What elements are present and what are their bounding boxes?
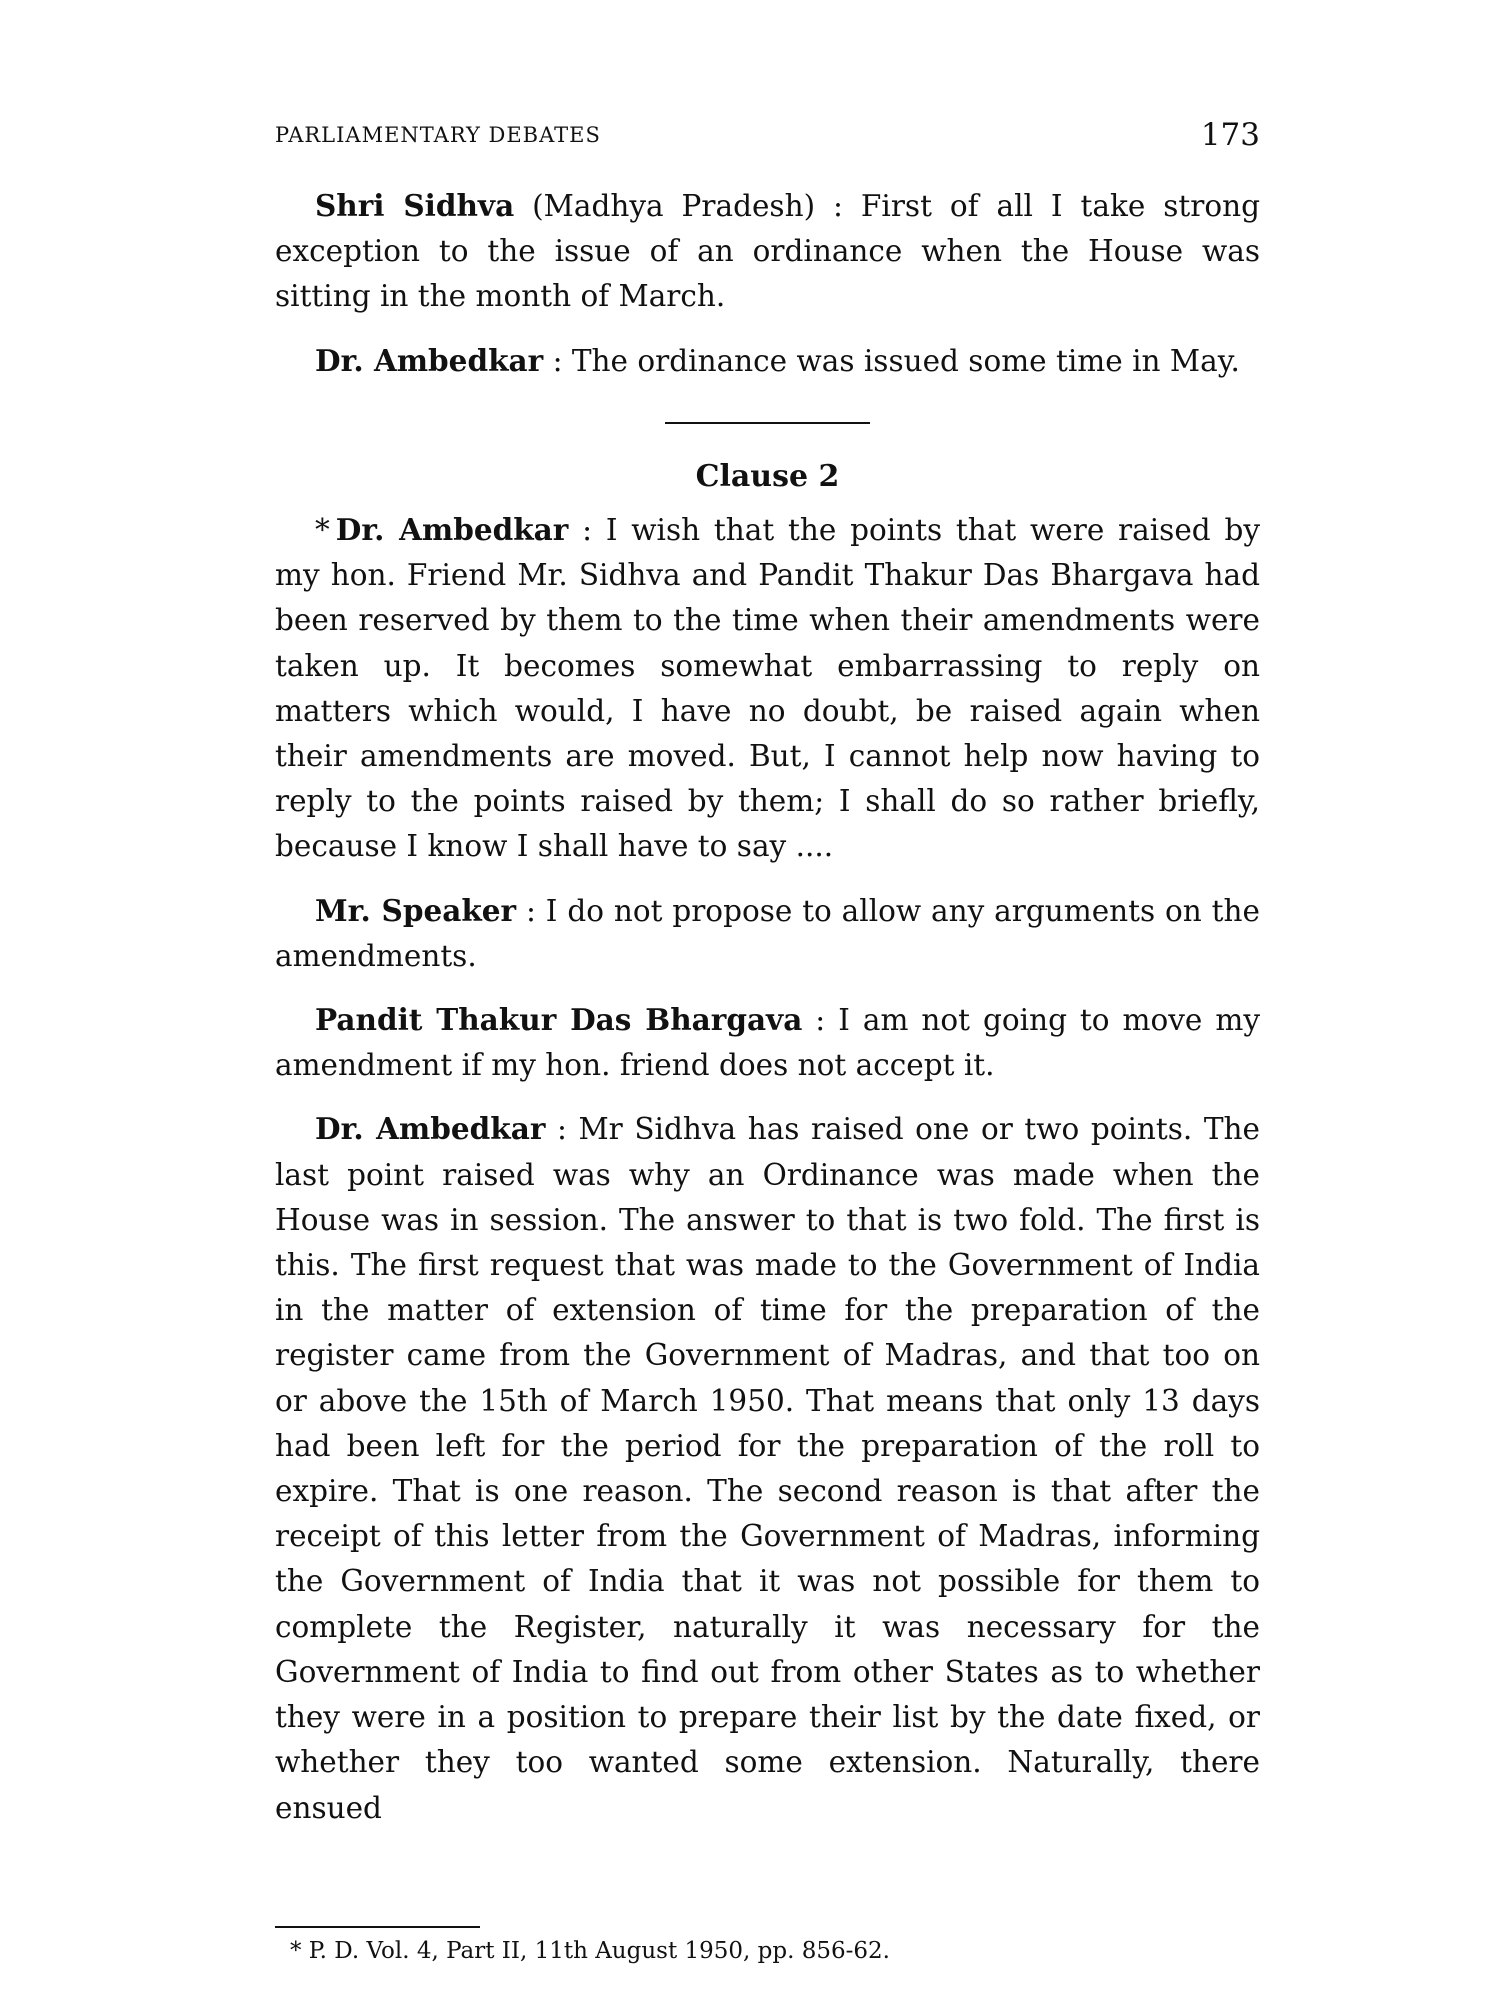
- section-divider: [665, 422, 870, 424]
- page-number: 173: [1200, 117, 1260, 153]
- speaker-name: Shri Sidhva: [315, 188, 515, 223]
- paragraph-sidhva: [275, 183, 1260, 320]
- speech-text: : I do not propose to allow any arguments on the amendments.: [275, 893, 1260, 973]
- paragraph-ambedkar-ordinance: [275, 1106, 1260, 1830]
- footnote-marker: *: [315, 513, 330, 548]
- paragraph-ambedkar-reply: [275, 338, 1260, 384]
- speech-text: : I am not going to move my amendment if my hon. friend does not accept it.: [275, 1003, 1261, 1083]
- speech-text: : The ordinance was issued some time in May.: [543, 343, 1240, 378]
- paragraph-ambedkar-clause: [275, 507, 1260, 870]
- speaker-name: Dr. Ambedkar: [315, 342, 544, 378]
- speech-text: : Mr Sidhva has raised one or two points. The last point raised was why an Ordinance was made when the House was in session. The answer to that is two fold. The first is this. The first request that was made to the Government of India in the matter of extension of time for the preparation of the register came from the Government of Madras, and that too on or above the 15th of March 1950. That means that only 13 days had been left for the period for the preparation of the roll to expire. That is one reason. The second reason is that after the receipt of this letter from the Government of Madras, informing the Government of India that it was not possible for them to complete the Register, naturally it was necessary for the Government of India to find out from other States as to whether they were in a position to prepare their list by the date fixed, or whether they too wanted some extension. Naturally, there ensued: [275, 1112, 1260, 1825]
- speech-text: (Madhya Pradesh) : First of all I take strong exception to the issue of an ordinance when the House was sitting in the month of March.: [275, 189, 1260, 314]
- clause-heading: Clause 2: [695, 458, 840, 494]
- speaker-name: Dr. Ambedkar: [335, 512, 569, 548]
- running-title: PARLIAMENTARY DEBATES: [275, 123, 601, 147]
- body-text: [275, 183, 1260, 1849]
- paragraph-bhargava: [275, 997, 1260, 1088]
- speaker-name: Mr. Speaker: [315, 892, 517, 928]
- speech-text: : I wish that the points that were raised by my hon. Friend Mr. Sidhva and Pandit Thakur Das Bhargava had been reserved by them to the time when their amendments were taken up. It becomes somewhat embarrassing to reply on matters which would, I have no doubt, be raised again when their amendments are moved. But, I cannot help now having to reply to the points raised by them; I shall do so rather briefly, because I know I shall have to say ....: [275, 513, 1260, 864]
- footnote-divider: [275, 1926, 480, 1928]
- running-header: [275, 117, 1260, 157]
- speaker-name: Pandit Thakur Das Bhargava: [315, 1002, 803, 1038]
- paragraph-speaker: [275, 888, 1260, 979]
- footnote: * P. D. Vol. 4, Part II, 11th August 1950, pp. 856-62.: [290, 1938, 890, 1964]
- speaker-name: Dr. Ambedkar: [315, 1111, 546, 1147]
